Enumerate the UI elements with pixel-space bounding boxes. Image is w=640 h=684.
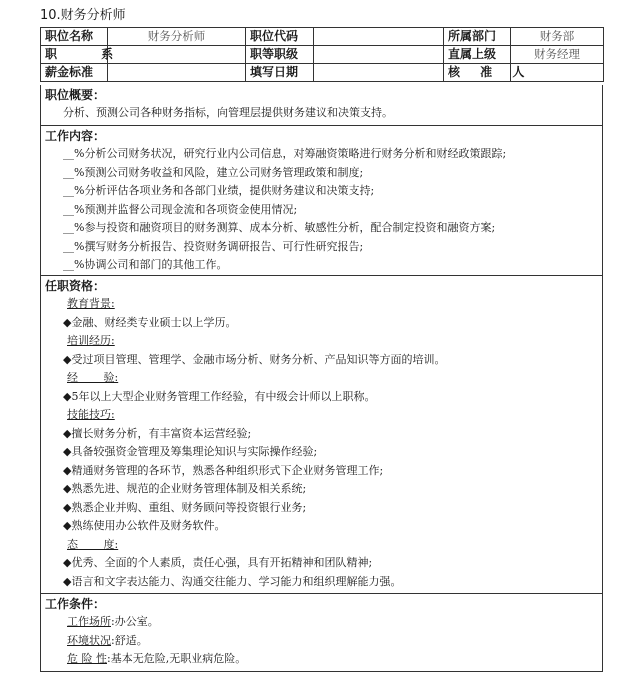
overview-section: [40, 85, 603, 126]
duties-list: [41, 145, 602, 275]
qualifications-title: 任职资格：: [45, 279, 106, 293]
department-value: 财务部: [511, 28, 604, 46]
job-family-label: 职 系: [41, 46, 108, 64]
list-item: ◆受过项目管理、管理学、金融市场分析、财务分析、产品知识等方面的培训。: [63, 352, 446, 366]
duties-title: 工作内容：: [45, 129, 106, 143]
list-item: __%撰写财务分析报告、投资财务调研报告、可行性研究报告;: [63, 239, 364, 253]
table-row: [41, 46, 604, 64]
duties-section: [40, 126, 603, 276]
direct-superior-value: 财务经理: [511, 46, 604, 64]
position-name-value: 财务分析师: [108, 28, 246, 46]
workplace-label: 工作场所: [67, 615, 111, 628]
list-item: __%参与投资和融资项目的财务测算、成本分析、敏感性分析，配合制定投资和融资方案;: [63, 221, 496, 234]
list-item: __%协调公司和部门的其他工作。: [63, 258, 228, 271]
workplace-row: [41, 613, 602, 632]
risk-value: :基本无危险,无职业病危险。: [107, 652, 247, 665]
document-heading: 10.财务分析师: [40, 8, 126, 23]
environment-value: :舒适。: [111, 633, 148, 647]
experience-label: 经 验:: [67, 371, 119, 384]
skills-label: 技能技巧:: [67, 408, 115, 421]
conditions-title: 工作条件：: [45, 597, 106, 611]
table-row: [41, 28, 604, 46]
list-item: ◆熟练使用办公软件及财务软件。: [63, 519, 226, 532]
attitude-label: 态 度:: [67, 537, 119, 551]
risk-row: [41, 650, 602, 669]
salary-value: [108, 64, 246, 82]
list-item: __%预测并监督公司现金流和各项资金使用情况;: [63, 202, 298, 216]
qualifications-section: [40, 276, 603, 594]
approver-label: 核 准 人: [444, 64, 511, 82]
list-item: ◆擅长财务分析，有丰富资本运营经验;: [63, 426, 252, 440]
list-item: ◆金融、财经类专业硕士以上学历。: [63, 315, 237, 329]
fill-date-value: [314, 64, 444, 82]
overview-title: 职位概要：: [45, 88, 106, 102]
position-code-label: 职位代码: [246, 28, 314, 46]
table-row: [41, 64, 604, 82]
salary-label: 薪金标准: [41, 64, 108, 82]
risk-label: 危 险 性: [67, 652, 107, 665]
workplace-value: :办公室。: [111, 615, 159, 628]
environment-row: [41, 632, 602, 651]
job-grade-value: [314, 46, 444, 64]
list-item: ◆5年以上大型企业财务管理工作经验，有中级会计师以上职称。: [63, 389, 376, 403]
position-info-table: [40, 27, 604, 82]
education-label: 教育背景:: [67, 297, 115, 310]
list-item: __%分析公司财务状况，研究行业内公司信息，对筹融资策略进行财务分析和财经政策跟踪;: [63, 147, 507, 160]
list-item: ◆具备较强资金管理及筹集理论知识与实际操作经验;: [63, 445, 318, 458]
training-label: 培训经历:: [67, 334, 115, 347]
fill-date-label: 填写日期: [246, 64, 314, 82]
list-item: __%预测公司财务收益和风险，建立公司财务管理政策和制度;: [63, 165, 364, 179]
department-label: 所属部门: [444, 28, 511, 46]
environment-label: 环境状况: [67, 633, 111, 647]
position-code-value: [314, 28, 444, 46]
list-item: ◆熟悉先进、规范的企业财务管理体制及相关系统;: [63, 482, 307, 495]
overview-text: 分析、预测公司各种财务指标，向管理层提供财务建议和决策支持。: [63, 106, 393, 119]
list-item: __%分析评估各项业务和各部门业绩，提供财务建议和决策支持;: [63, 184, 375, 197]
position-name-label: 职位名称: [41, 28, 108, 46]
list-item: ◆优秀、全面的个人素质，责任心强，具有开拓精神和团队精神;: [63, 556, 373, 569]
conditions-section: [40, 594, 603, 672]
list-item: ◆精通财务管理的各环节，熟悉各种组织形式下企业财务管理工作;: [63, 463, 384, 477]
list-item: ◆熟悉企业并购、重组、财务顾问等投资银行业务;: [63, 500, 307, 514]
direct-superior-label: 直属上级: [444, 46, 511, 64]
list-item: ◆语言和文字表达能力、沟通交往能力、学习能力和组织理解能力强。: [63, 574, 402, 588]
job-grade-label: 职等职级: [246, 46, 314, 64]
